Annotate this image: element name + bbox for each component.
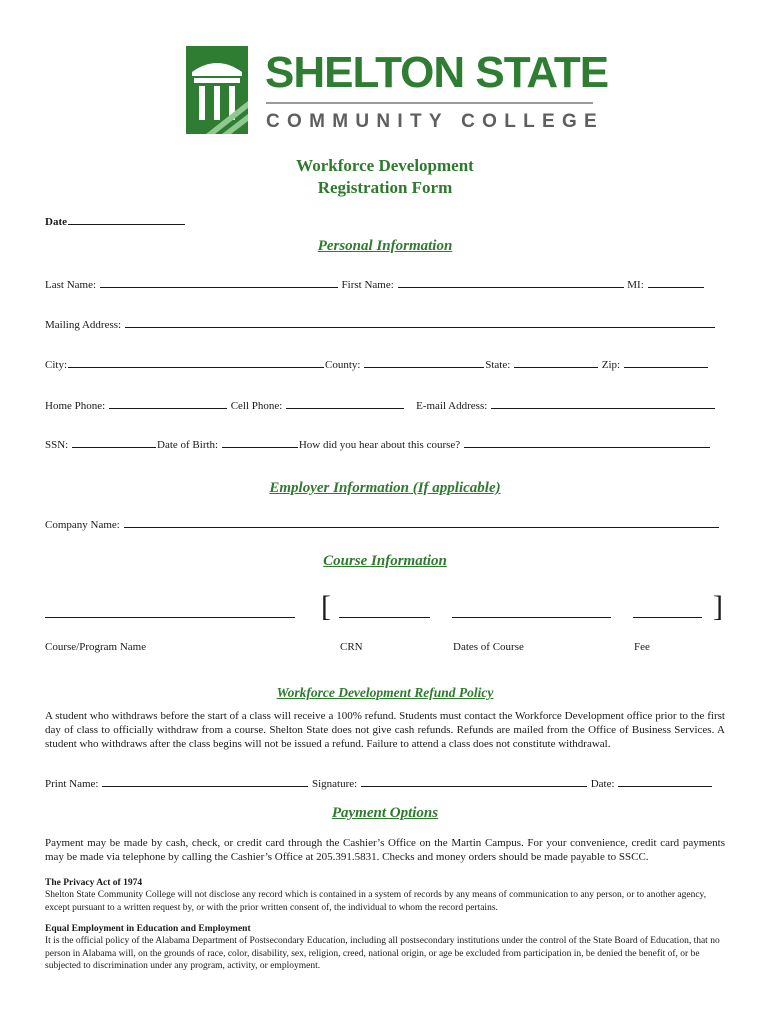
city-label: City:	[45, 359, 68, 371]
form-title	[0, 155, 770, 199]
mailing-address-label: Mailing Address:	[45, 319, 122, 331]
home-phone-label: Home Phone:	[45, 400, 106, 412]
email-field[interactable]	[491, 398, 715, 409]
privacy-act-text: Shelton State Community College will not disclose any record which is contained in a system of records by any means of communication to any person, or to another agency, except pursuant to a written request by, or with the prior written consent of, the individual to whom the record pertains.	[45, 890, 707, 913]
company-name-label: Company Name:	[45, 519, 120, 531]
ssn-field[interactable]	[72, 437, 156, 448]
fee-field[interactable]	[633, 617, 702, 618]
payment-options-text: Payment may be made by cash, check, or credit card through the Cashier’s Office on the Martin Campus. For your convenience, credit card payments may be made via telephone by calling the Cashier’s Office at 205.391.5831. Checks and money orders should be made payable to SSCC.	[45, 837, 725, 863]
mi-field[interactable]	[648, 277, 704, 288]
employer-info-heading: Employer Information (If applicable)	[269, 480, 501, 496]
sign-date-label: Date:	[590, 778, 615, 790]
county-field[interactable]	[364, 357, 484, 368]
hear-about-field[interactable]	[464, 437, 710, 448]
dob-label: Date of Birth:	[157, 439, 219, 451]
course-info-heading: Course Information	[323, 553, 447, 569]
dob-field[interactable]	[222, 437, 298, 448]
date-label: Date	[45, 216, 67, 228]
first-name-label: First Name:	[341, 279, 394, 291]
county-label: County:	[325, 359, 361, 371]
personal-info-heading: Personal Information	[317, 238, 453, 254]
college-name: SHELTON STATE	[265, 48, 609, 97]
date-row	[45, 214, 186, 229]
sign-date-field[interactable]	[618, 776, 712, 787]
print-name-label: Print Name:	[45, 778, 99, 790]
logo-divider	[266, 102, 593, 104]
zip-label: Zip:	[601, 359, 621, 371]
equal-employment-heading: Equal Employment in Education and Employment	[45, 924, 251, 934]
course-program-label: Course/Program Name	[45, 641, 147, 653]
form-title-line-1: Workforce Development	[296, 156, 474, 175]
signature-row	[45, 776, 713, 791]
course-program-field[interactable]	[45, 617, 295, 618]
first-name-field[interactable]	[398, 277, 624, 288]
home-phone-field[interactable]	[109, 398, 227, 409]
ssn-label: SSN:	[45, 439, 69, 451]
last-name-label: Last Name:	[45, 279, 97, 291]
email-label: E-mail Address:	[416, 400, 488, 412]
right-bracket: ]	[713, 590, 723, 623]
crn-field[interactable]	[339, 617, 430, 618]
company-name-field[interactable]	[124, 517, 719, 528]
print-name-field[interactable]	[102, 776, 308, 787]
zip-field[interactable]	[624, 357, 708, 368]
date-field[interactable]	[68, 214, 185, 225]
mi-label: MI:	[627, 279, 644, 291]
state-field[interactable]	[514, 357, 598, 368]
privacy-act-heading: The Privacy Act of 1974	[45, 878, 143, 888]
dates-label: Dates of Course	[453, 641, 524, 653]
crn-label: CRN	[340, 641, 363, 653]
city-row	[45, 357, 709, 372]
refund-policy-heading: Workforce Development Refund Policy	[276, 685, 494, 700]
hear-about-label: How did you hear about this course?	[298, 439, 461, 451]
dates-field[interactable]	[452, 617, 611, 618]
phone-row	[45, 398, 716, 413]
cell-phone-field[interactable]	[286, 398, 404, 409]
ssn-row	[45, 437, 711, 452]
company-row	[45, 517, 720, 532]
last-name-field[interactable]	[100, 277, 338, 288]
mailing-address-field[interactable]	[125, 317, 715, 328]
college-subtitle: COMMUNITY COLLEGE	[266, 111, 605, 132]
payment-options-heading: Payment Options	[331, 805, 439, 821]
fee-label: Fee	[634, 641, 650, 653]
refund-policy-text: A student who withdraws before the start of a class will receive a 100% refund. Students must contact the Workforce Development office prior to the first day of class to officially withdraw from a course. Shelton State does not give cash refunds. Refunds are mailed from the Office of Business Services. A student who withdraws after the class begins will not be issued a refund. Failure to attend a class does not constitute withdrawal.	[45, 710, 725, 750]
state-label: State:	[485, 359, 511, 371]
signature-field[interactable]	[361, 776, 587, 787]
city-field[interactable]	[68, 357, 324, 368]
college-logo-icon	[186, 46, 248, 134]
address-row	[45, 317, 716, 332]
signature-label: Signature:	[311, 778, 358, 790]
equal-employment-text: It is the official policy of the Alabama Department of Postsecondary Education, including all postsecondary institutions under the control of the State Board of Education, that no person in Alabama will, on the grounds of race, color, disability, sex, religion, creed, national origin, or age be excluded from participation in, be denied the benefit of, or be subjected to discrimination under any program, activity, or employment.	[45, 936, 720, 971]
form-title-line-2: Registration Form	[317, 178, 453, 197]
cell-phone-label: Cell Phone:	[230, 400, 283, 412]
name-row	[45, 277, 705, 292]
left-bracket: [	[321, 590, 331, 623]
